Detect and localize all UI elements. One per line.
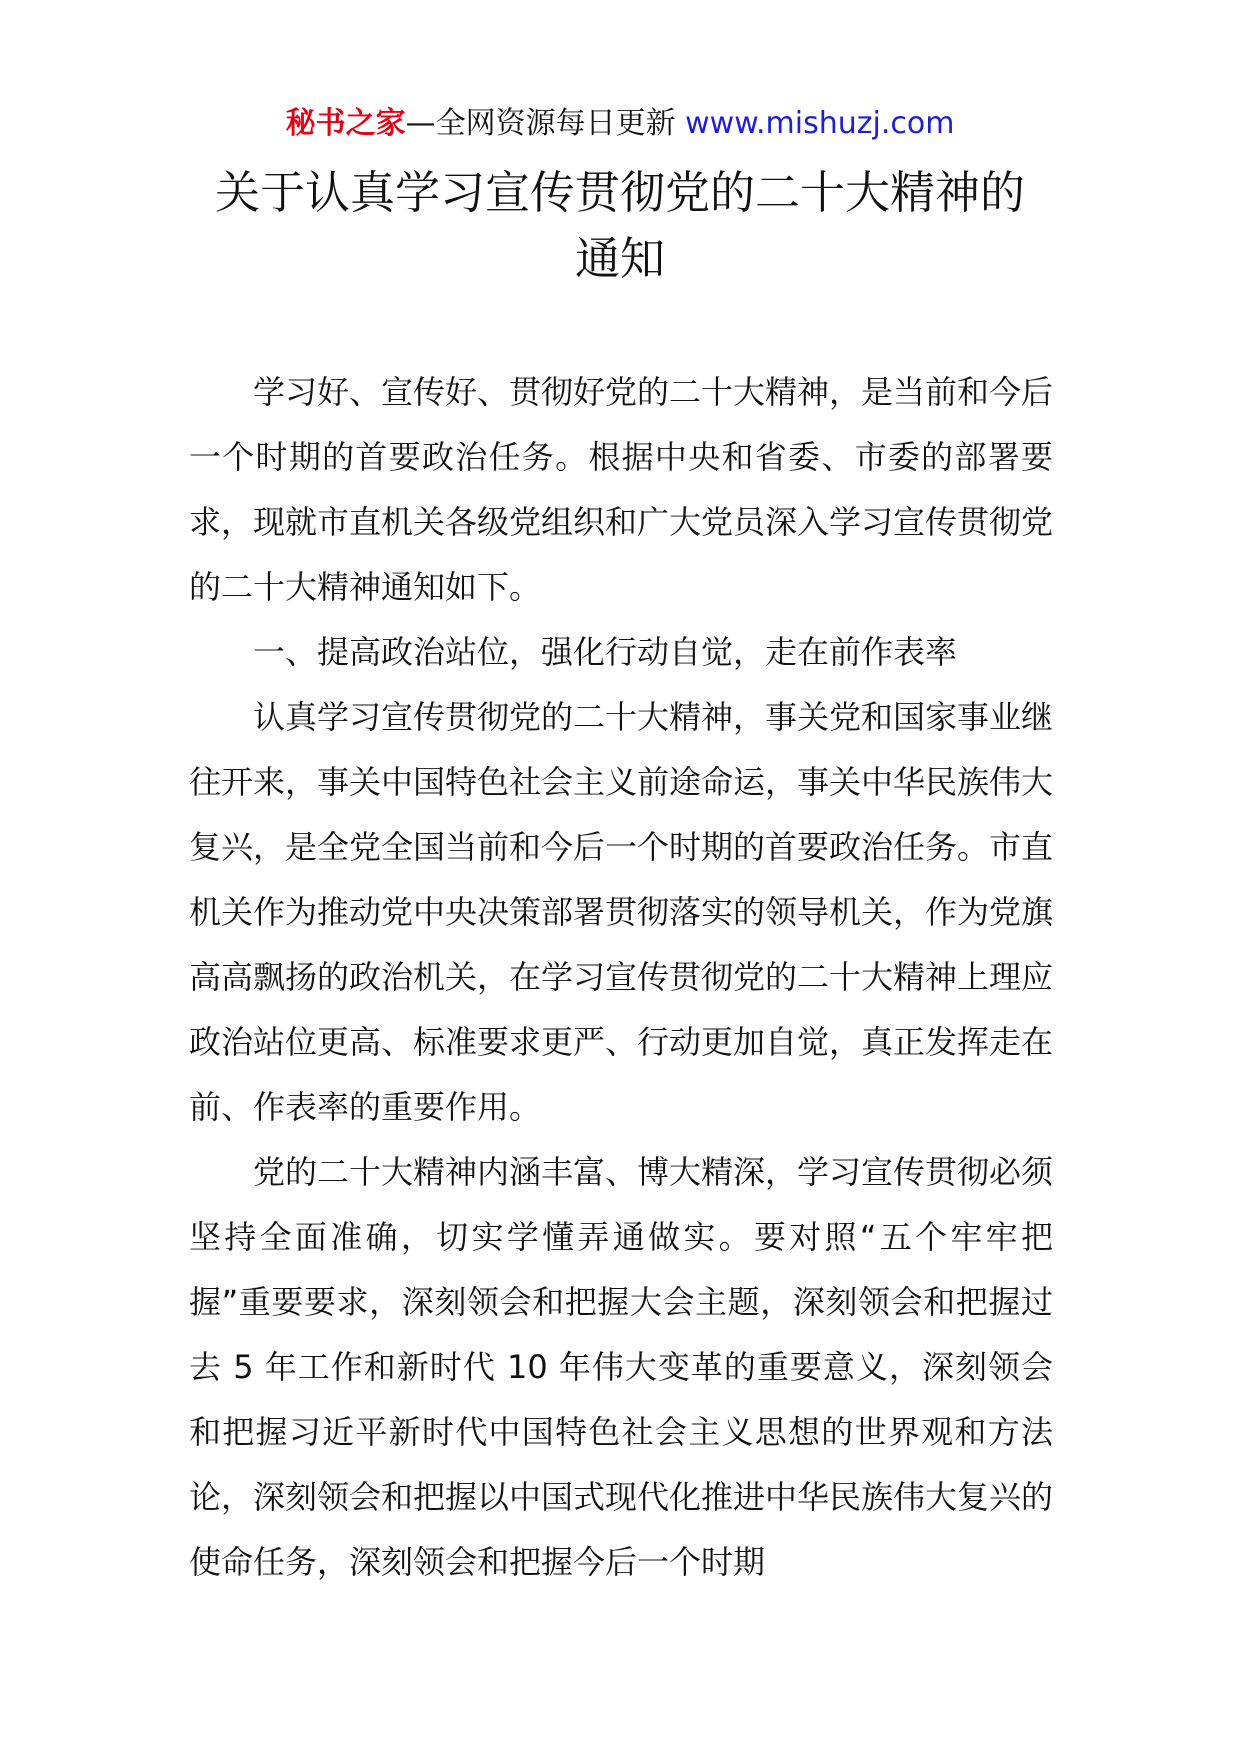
intro-paragraph: 学习好、宣传好、贯彻好党的二十大精神，是当前和今后一个时期的首要政治任务。根据中央和省委、市委的部署要求，现就市直机关各级党组织和广大党员深入学习宣传贯彻党的二十大精神通知如下。 bbox=[189, 373, 1054, 606]
document-title-line-2: 通知 bbox=[574, 232, 665, 285]
document-title-line-1: 关于认真学习宣传贯彻党的二十大精神的 bbox=[214, 166, 1025, 219]
document-title bbox=[0, 160, 1240, 292]
site-url-link[interactable]: www.mishuzj.com bbox=[685, 106, 955, 141]
section-1-paragraph-1: 认真学习宣传贯彻党的二十大精神，事关党和国家事业继往开来，事关中国特色社会主义前途命运，事关中华民族伟大复兴，是全党全国当前和今后一个时期的首要政治任务。市直机关作为推动党中央决策部署贯彻落实的领导机关，作为党旗高高飘扬的政治机关，在学习宣传贯彻党的二十大精神上理应政治站位更高、标准要求更严、行动更加自觉，真正发挥走在前、作表率的重要作用。 bbox=[189, 698, 1054, 1126]
site-tagline: —全网资源每日更新 bbox=[405, 106, 686, 141]
site-banner bbox=[0, 100, 1240, 148]
site-brand-name: 秘书之家 bbox=[285, 106, 406, 141]
document-body bbox=[189, 360, 1053, 1595]
section-heading-1: 一、提高政治站位，强化行动自觉，走在前作表率 bbox=[253, 633, 958, 671]
section-1-paragraph-2: 党的二十大精神内涵丰富、博大精深，学习宣传贯彻必须坚持全面准确，切实学懂弄通做实。要对照“五个牢牢把握”重要要求，深刻领会和把握大会主题，深刻领会和把握过去 5 年工作和新时代 10 年伟大变革的重要意义，深刻领会和把握习近平新时代中国特色社会主义思想的世界观和方法论，深刻领会和把握以中国式现代化推进中华民族伟大复兴的使命任务，深刻领会和把握今后一个时期 bbox=[189, 1153, 1054, 1581]
